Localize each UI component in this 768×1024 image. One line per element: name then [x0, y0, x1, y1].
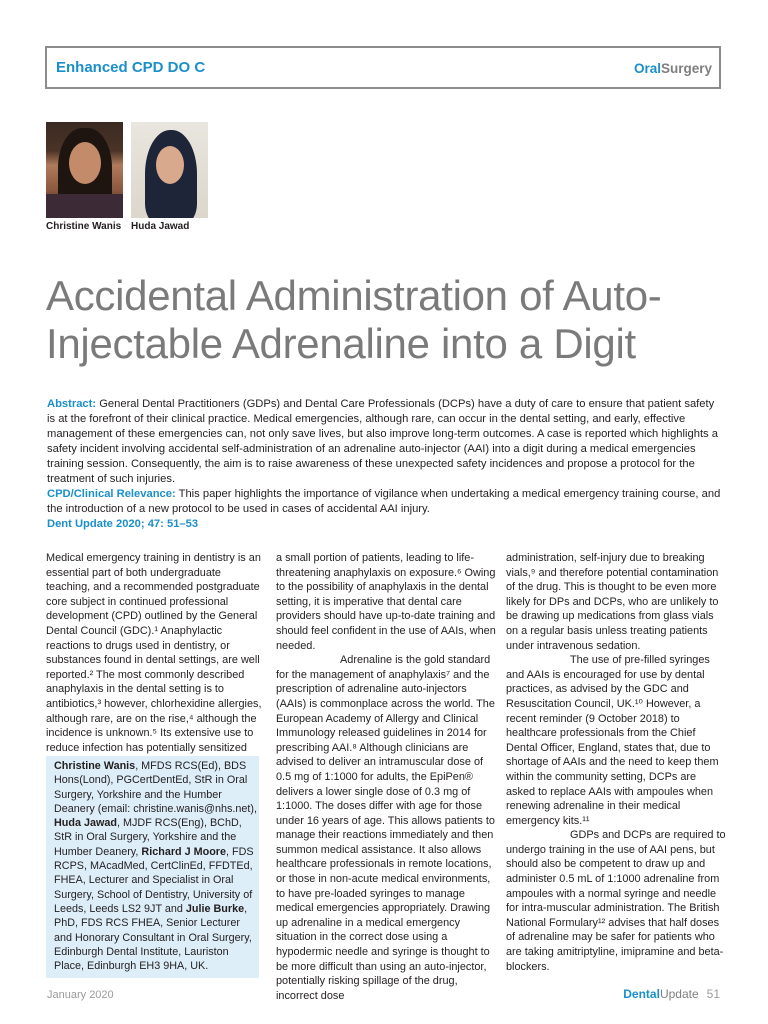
affil-name-4: Julie Burke	[185, 902, 245, 915]
affil-name-3: Richard J Moore	[141, 845, 227, 858]
journal-section-part1: Oral	[633, 61, 661, 76]
journal-section-part2: Surgery	[660, 61, 712, 76]
author-photo-huda-jawad	[131, 122, 208, 218]
abstract-label: Abstract:	[47, 398, 97, 410]
abstract-text: General Dental Practitioners (GDPs) and Dental Care Professionals (DCPs) have a duty of care to ensure that patient safety is at the forefront of their clinical practice. Medical emergencies, although rare, can occur in the dental setting, and early, effective management of these emergencies can, not only save lives, but also improve long-term outcomes. A case is reported which highlights a safety incident involving accidental self-administration of an adrenaline auto-injector (AAI) into a digit during a medical emergencies training session. Consequently, the aim is to raise awareness of these unexpected safety incidences and propose a protocol for the treatment of such injuries.	[47, 398, 718, 485]
relevance-paragraph	[47, 487, 723, 517]
body-paragraph: GDPs and DCPs are required to undergo training in the use of AAI pens, but should also be competent to draw up and administer 0.5 mL of 1:1000 adrenaline from ampoules with a normal syringe and needle for intra-muscular administration. The British National Formulary¹² advises that half doses of adrenaline may be safer for patients who are taking amitriptyline, imipramine and beta-blockers.	[506, 829, 726, 973]
brand-part2: Update	[659, 987, 699, 1001]
affil-text-1: , MFDS RCS(Ed), BDS Hons(Lond), PGCertDentEd, StR in Oral Surgery, Yorkshire and the Humber Deanery (email: christine.wanis@nhs.net),	[54, 760, 257, 815]
body-column-3	[506, 551, 728, 974]
affil-text-4: , PhD, FDS RCS FHEA, Senior Lecturer and Honorary Consultant in Oral Surgery, Edinburgh Dental Institute, Lauriston Place, Edinburgh EH3 9HA, UK.	[54, 902, 252, 973]
body-paragraph: The use of pre-filled syringes and AAIs is encouraged for use by dental practices, as advised by the GDC and Resuscitation Council, UK.¹⁰ However, a recent reminder (9 October 2018) to healthcare professionals from the Chief Dental Officer, England, states that, due to shortage of AAIs and the need to keep them within the community setting, DCPs are asked to replace AAIs with ampoules when renewing adrenaline in their medical emergency kits.¹¹	[506, 654, 719, 827]
author-caption-2: Huda Jawad	[131, 221, 190, 232]
abstract-paragraph	[47, 397, 723, 487]
body-paragraph: Adrenaline is the gold standard for the management of anaphylaxis⁷ and the prescription of adrenaline auto-injectors (AAIs) is commonplace across the world. The European Academy of Allergy and Clinical Immunology released guidelines in 2014 for prescribing AAI.⁸ Although clinicians are advised to deliver an intramuscular dose of 0.5 mg of 1:1000 for adults, the EpiPen® delivers a lower single dose of 0.3 mg of 1:1000. The doses differ with age for those under 16 years of age. This allows patients to manage their reactions immediately and then summon medical assistance. It also allows healthcare professionals in remote locations, or those in non-acute medical environments, to have pre-loaded syringes to manage medical emergencies appropriately. Drawing up adrenaline in a medical emergency situation in the correct dose using a hypodermic needle and syringe is thought to be more difficult than using an auto-injector, potentially risking spillage of the drug, incorrect dose	[276, 654, 495, 1002]
citation: Dent Update 2020; 47: 51–53	[47, 518, 199, 530]
page-number: 51	[706, 987, 720, 1001]
article-title: Accidental Administration of Auto-Injectable Adrenaline into a Digit	[46, 272, 662, 367]
author-affiliations	[46, 756, 259, 978]
abstract	[47, 397, 723, 532]
section-label: Enhanced CPD DO C	[56, 59, 206, 76]
body-column-1	[46, 551, 268, 755]
body-paragraph: Medical emergency training in dentistry is an essential part of both undergraduate teaching, and a recommended postgraduate core subject in continued professional development (CPD) outlined by the General Dental Council (GDC).¹ Anaphylactic reactions to drugs used in dentistry, or substances found in dental settings, are well reported.² The most commonly described anaphylaxis in the dental setting is to antibiotics,³ however, chlorhexidine allergies, although rare, are on the rise,⁴ although the incidence is unknown.⁵ Its extensive use to reduce infection has potentially sensitized	[46, 552, 262, 754]
affil-name-1: Christine Wanis	[54, 760, 136, 772]
relevance-label: CPD/Clinical Relevance:	[47, 488, 176, 500]
affil-text-3: , FDS RCPS, MAcadMed, CertClinEd, FFDTEd, FHEA, Lecturer and Specialist in Oral Surgery, School of Dentistry, University of Leeds, Leeds LS2 9JT and	[54, 845, 254, 915]
footer-brand	[623, 987, 720, 1001]
issue-date: January 2020	[47, 989, 114, 1001]
affil-text-2: , MJDF RCS(Eng), BChD, StR in Oral Surgery, Yorkshire and the Humber Deanery,	[54, 817, 242, 858]
body-paragraph: administration, self-injury due to breaking vials,⁹ and therefore potential contamination of the drug. This is thought to be even more likely for DPs and DCPs, who are unlikely to be drawing up medications from glass vials on a regular basis unless treating patients under intravenous sedation.	[506, 552, 719, 652]
section-header	[45, 46, 721, 89]
journal-section-label	[634, 61, 712, 76]
body-paragraph: a small portion of patients, leading to life-threatening anaphylaxis on exposure.⁶ Owing to the possibility of anaphylaxis in the dental setting, it is imperative that dental care providers should have up-to-date training and should feel confident in the use of AAIs, when needed.	[276, 552, 496, 652]
affil-name-2: Huda Jawad	[54, 817, 117, 830]
author-photo-christine-wanis	[46, 122, 123, 218]
author-caption-1: Christine Wanis	[46, 221, 122, 232]
brand-part1: Dental	[623, 987, 660, 1001]
relevance-text: This paper highlights the importance of vigilance when undertaking a medical emergency training course, and the introduction of a new protocol to be used in cases of accidental AAI injury.	[47, 488, 721, 515]
body-column-2	[276, 551, 498, 1003]
